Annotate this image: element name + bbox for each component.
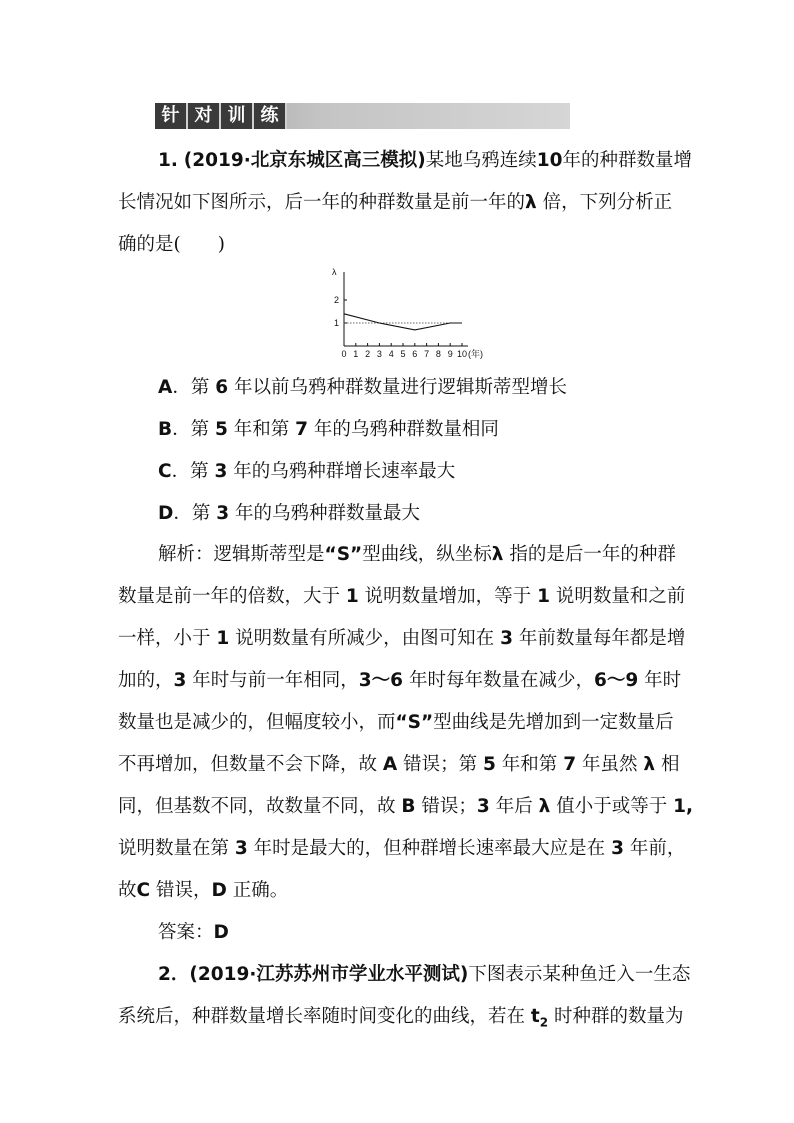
question-1-line-2: 长情况如下图所示，后一年的种群数量是前一年的λ 倍，下列分析正 [118,192,673,213]
banner-char: 对 [188,103,221,129]
x-tick-label: 2 [365,349,371,359]
series-line [344,314,462,330]
analysis-line-3: 一样，小于 1 说明数量有所减少，由图可知在 3 年前数量每年都是增 [118,628,686,649]
x-tick-label: 3 [376,349,382,359]
option-a: A．第 6 年以前乌鸦种群数量进行逻辑斯蒂型增长 [158,377,567,398]
x-tick-label: 10 [457,349,468,359]
option-b: B．第 5 年和第 7 年的乌鸦种群数量相同 [158,419,499,440]
analysis-line-9: 故C 错误，D 正确。 [118,880,289,901]
x-tick-label: 6 [412,349,418,359]
analysis-line-7: 同，但基数不同，故数量不同，故 B 错误；3 年后 λ 值小于或等于 1, [118,796,694,817]
option-d: D．第 3 年的乌鸦种群数量最大 [158,503,421,524]
option-c: C．第 3 年的乌鸦种群增长速率最大 [158,461,456,482]
x-tick-label: 9 [447,349,453,359]
x-tick-label: 7 [424,349,430,359]
question-2-line-2: 系统后，种群数量增长率随时间变化的曲线，若在 $t_2$ 时种群的数量为 [118,1006,684,1030]
section-banner [155,103,570,129]
question-1-line-3: 确的是( ) [118,234,225,255]
analysis-line-4: 加的，3 年时与前一年相同，3～6 年时每年数量在减少，6～9 年时 [118,670,682,691]
x-tick-label: 5 [400,349,406,359]
banner-char: 训 [221,103,254,129]
question-number: 2． [158,964,190,985]
question-source: (2019·北京东城区高三模拟) [183,150,426,171]
x-tick-label: 1 [353,349,359,359]
answer-line [158,920,794,946]
y-tick-label: 1 [334,318,340,328]
question-source: (2019·江苏苏州市学业水平测试) [189,964,469,985]
analysis-line-8: 说明数量在第 3 年时是最大的，但种群增长速率最大应是在 3 年前， [118,838,686,859]
y-tick-label: 2 [334,295,340,305]
question-number: 1. [158,150,178,171]
analysis-line-6: 不再增加，但数量不会下降，故 A 错误；第 5 年和第 7 年虽然 λ 相 [118,754,680,775]
answer-value: D [213,922,229,943]
x-tick-label: 8 [435,349,441,359]
question-1-line-1: 1. (2019·北京东城区高三模拟)某地乌鸦连续10年的种群数量增 [158,150,693,171]
x-axis-label: (年) [468,349,483,359]
lambda-line-chart [318,266,518,362]
banner-char: 针 [155,103,188,129]
x-tick-label: 4 [388,349,394,359]
analysis-line-2: 数量是前一年的倍数，大于 1 说明数量增加，等于 1 说明数量和之前 [118,586,686,607]
answer-label: 答案： [158,922,214,943]
x-tick-label: 0 [341,349,347,359]
y-axis-label: λ [332,267,337,277]
analysis-line-1: 解析：逻辑斯蒂型是“S”型曲线，纵坐标λ 指的是后一年的种群 [158,544,676,565]
analysis-line-5: 数量也是减少的，但幅度较小，而“S”型曲线是先增加到一定数量后 [118,712,674,733]
banner-char: 练 [254,103,287,129]
question-2-line-1: 2．(2019·江苏苏州市学业水平测试)下图表示某种鱼迁入一生态 [158,964,691,985]
